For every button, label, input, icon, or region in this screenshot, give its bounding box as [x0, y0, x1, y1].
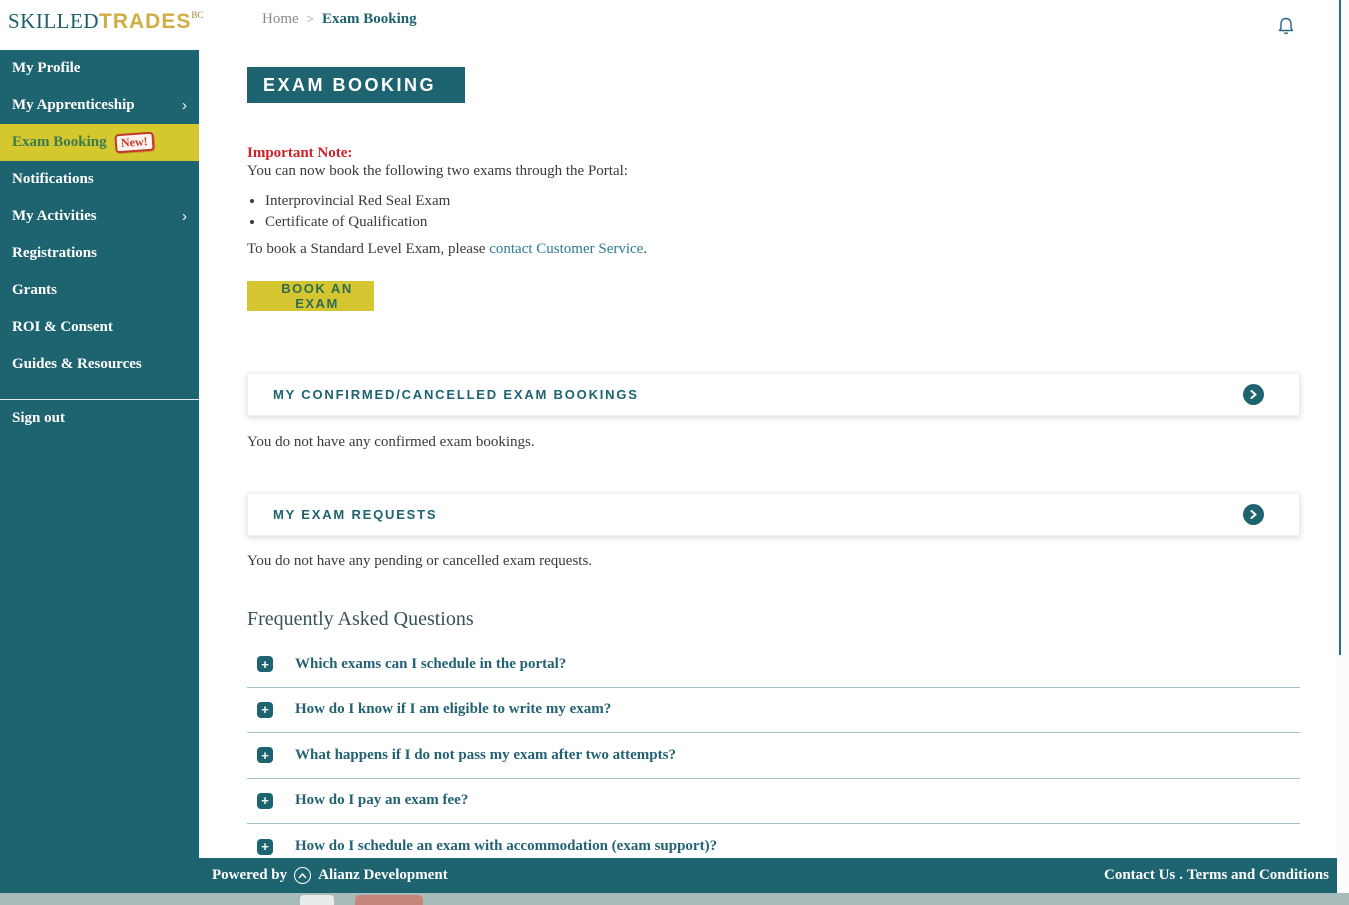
sidebar-item-grants[interactable] [0, 272, 199, 309]
confirmed-bookings-empty-message: You do not have any confirmed exam bookings. [247, 434, 535, 450]
chevron-right-circle-icon[interactable] [1243, 504, 1264, 525]
sidebar-item-label: ROI & Consent [12, 319, 113, 335]
sidebar-item-label: My Apprenticeship [12, 97, 135, 113]
bell-icon [1276, 16, 1296, 38]
page-title: EXAM BOOKING [247, 67, 465, 103]
terms-and-conditions-link[interactable]: Terms and Conditions [1187, 867, 1329, 883]
plus-icon[interactable]: + [257, 656, 273, 672]
footer-powered-by: Powered by Alianz Development [212, 867, 448, 883]
sidebar-item-label: Registrations [12, 245, 97, 261]
partial-element-red [355, 895, 423, 905]
sidebar-item-roi-consent[interactable] [0, 309, 199, 346]
exam-types-list [265, 193, 450, 235]
faq-question: How do I schedule an exam with accommodation (exam support)? [295, 838, 718, 855]
sidebar-item-my-activities[interactable] [0, 198, 199, 235]
exam-type-item: • Certificate of Qualification [265, 214, 450, 231]
new-badge: New! [114, 132, 154, 154]
faq-list [247, 642, 1300, 870]
sidebar-item-exam-booking[interactable] [0, 124, 199, 161]
top-header [0, 0, 1337, 50]
footer-link-separator: . [1179, 867, 1183, 883]
footer-links [1104, 867, 1329, 884]
sidebar-item-label: Sign out [12, 410, 65, 426]
scrollbar-thumb[interactable] [1339, 0, 1341, 655]
faq-heading: Frequently Asked Questions [247, 608, 474, 630]
accordion-title: MY CONFIRMED/CANCELLED EXAM BOOKINGS [273, 387, 639, 402]
confirmed-bookings-accordion[interactable] [247, 373, 1300, 416]
sidebar-item-my-apprenticeship[interactable] [0, 87, 199, 124]
footer-company: Alianz Development [318, 867, 448, 883]
brand-part-trades: TRADES [99, 10, 192, 33]
plus-icon[interactable]: + [257, 747, 273, 763]
contact-customer-service-link[interactable]: contact Customer Service [489, 241, 644, 257]
sidebar-item-label: My Profile [12, 60, 81, 76]
faq-question: Which exams can I schedule in the portal? [295, 655, 567, 672]
important-note-body: You can now book the following two exams through the Portal: [247, 163, 628, 179]
faq-question: What happens if I do not pass my exam after two attempts? [295, 746, 676, 763]
chevron-right-icon: › [182, 208, 187, 225]
chevron-right-icon: › [182, 97, 187, 114]
footer [0, 858, 1337, 893]
accordion-title: MY EXAM REQUESTS [273, 507, 438, 522]
brand-logo[interactable] [8, 9, 203, 34]
faq-question: How do I pay an exam fee? [295, 792, 469, 809]
sidebar-item-label: Grants [12, 282, 57, 298]
sidebar-item-my-profile[interactable] [0, 50, 199, 87]
faq-item[interactable] [247, 779, 1300, 825]
important-note-heading: Important Note: [247, 145, 353, 161]
faq-item[interactable] [247, 688, 1300, 734]
sidebar-item-label: Guides & Resources [12, 356, 142, 372]
notifications-bell-button[interactable] [1276, 16, 1296, 38]
sidebar-item-sign-out[interactable] [0, 400, 199, 437]
standard-exam-note: To book a Standard Level Exam, please contact Customer Service. [247, 241, 648, 257]
exam-requests-accordion[interactable] [247, 493, 1300, 536]
scrollbar-track[interactable] [1337, 0, 1349, 905]
partial-element-white [300, 895, 334, 905]
plus-icon[interactable]: + [257, 702, 273, 718]
main-content [199, 50, 1337, 858]
sidebar-item-guides-resources[interactable] [0, 346, 199, 383]
sidebar-nav [0, 50, 199, 858]
circle-caret-icon [294, 867, 311, 884]
breadcrumb [262, 11, 417, 28]
contact-us-link[interactable]: Contact Us [1104, 867, 1176, 883]
bottom-partial-strip [0, 893, 1349, 905]
breadcrumb-home[interactable]: Home [262, 11, 299, 27]
exam-requests-empty-message: You do not have any pending or cancelled exam requests. [247, 553, 593, 569]
faq-question: How do I know if I am eligible to write my exam? [295, 701, 612, 718]
sidebar-item-label: My Activities [12, 208, 97, 224]
sidebar-item-label: Exam Booking New! [12, 133, 153, 152]
book-an-exam-button[interactable]: BOOK AN EXAM [247, 281, 374, 311]
faq-item[interactable] [247, 733, 1300, 779]
sidebar-item-label: Notifications [12, 171, 94, 187]
breadcrumb-separator: > [306, 11, 315, 26]
sidebar-item-registrations[interactable] [0, 235, 199, 272]
breadcrumb-current: Exam Booking [322, 11, 417, 27]
exam-type-item: • Interprovincial Red Seal Exam [265, 193, 450, 210]
plus-icon[interactable]: + [257, 839, 273, 855]
chevron-right-circle-icon[interactable] [1243, 384, 1264, 405]
sidebar-item-notifications[interactable] [0, 161, 199, 198]
brand-part-skilled: SKILLED [8, 9, 99, 33]
faq-item[interactable] [247, 642, 1300, 688]
brand-part-bc: BC [191, 10, 204, 20]
plus-icon[interactable]: + [257, 793, 273, 809]
